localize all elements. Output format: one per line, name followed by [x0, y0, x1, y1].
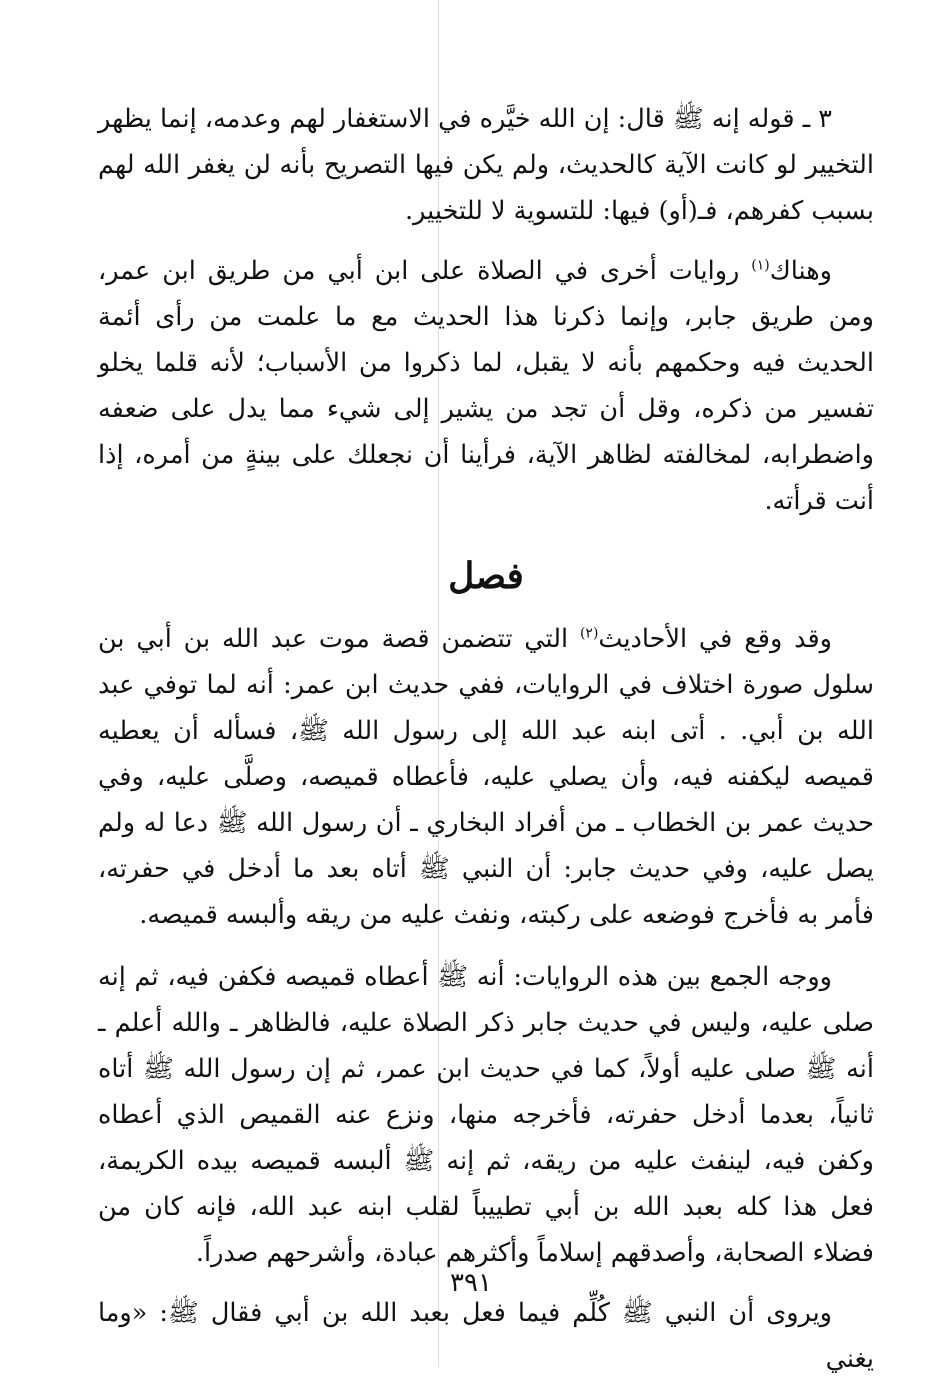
paragraph-continuation	[98, 1290, 874, 1382]
paragraph-point-3-text: ٣ ـ قوله إنه ﷺ قال: إن الله خيَّره في الاستغفار لهم وعدمه، إنما يظهر التخيير لو كانت الآية كالحديث، ولم يكن فيها التصريح بأنه لن يغفر الله لهم بسبب كفرهم، فـ(أو) فيها: للتسوية لا للتخيير.	[98, 104, 874, 226]
paragraph-continuation-text: ويروى أن النبي ﷺ كُلِّم فيما فعل بعبد الله بن أبي فقال ﷺ: «وما يغني	[98, 1298, 874, 1374]
paragraph-text-start: وهناك	[769, 256, 832, 286]
paragraph-text-rest: روايات أخرى في الصلاة على ابن أبي من طريق ابن عمر، ومن طريق جابر، وإنما ذكرنا هذا الحديث مع ما علمت من رأى أئمة الحديث فيه وحكمهم بأنه لا يقبل، لما ذكروا من الأسباب؛ لأنه قلما يخلو تفسير من ذكره، وقل أن تجد من يشير إلى شيء مما يدل على ضعفه واضطرابه، لمخالفته لظاهر الآية، فرأينا أن نجعلك على بينةٍ من أمره، إذا أنت قرأته.	[98, 256, 874, 516]
footnote-marker-2: (٢)	[579, 625, 599, 642]
paragraph-other-narrations	[98, 248, 874, 524]
paragraph-point-3	[98, 96, 874, 234]
paragraph-text-start: وقد وقع في الأحاديث	[598, 624, 832, 654]
page-number: ٣٩١	[450, 1268, 492, 1298]
section-heading: فصل	[448, 555, 524, 597]
paragraph-text-rest: التي تتضمن قصة موت عبد الله بن أبي بن سلول صورة اختلاف في الروايات، ففي حديث ابن عمر: أنه لما توفي عبد الله بن أبي. . أتى ابنه عبد الله إلى رسول الله ﷺ، فسأله أن يعطيه قميصه ليكفنه فيه، وأن يصلي عليه، فأعطاه قميصه، وصلَّى عليه، وفي حديث عمر بن الخطاب ـ من أفراد البخاري ـ أن رسول الله ﷺ دعا له ولم يصل عليه، وفي حديث جابر: أن النبي ﷺ أتاه بعد ما أدخل في حفرته، فأمر به فأخرج فوضعه على ركبته، ونفث عليه من ريقه وألبسه قميصه.	[98, 624, 874, 930]
page-body	[98, 96, 874, 1382]
paragraph-reconciliation-text: ووجه الجمع بين هذه الروايات: أنه ﷺ أعطاه قميصه فكفن فيه، ثم إنه صلى عليه، وليس في حديث جابر ذكر الصلاة عليه، فالظاهر ـ والله أعلم ـ أنه ﷺ صلى عليه أولاً، كما في حديث ابن عمر، ثم إن رسول الله ﷺ أتاه ثانياً، بعدما أدخل حفرته، فأخرجه منها، ونزع عنه القميص الذي أعطاه وكفن فيه، لينفث عليه من ريقه، ثم إنه ﷺ ألبسه قميصه بيده الكريمة، فعل هذا كله بعبد الله بن أبي تطييباً لقلب ابنه عبد الله، فإنه كان من فضلاء الصحابة، وأصدقهم إسلاماً وأكثرهم عبادة، وأشرحهم صدراً.	[98, 962, 874, 1268]
paragraph-reconciliation	[98, 954, 874, 1276]
paragraph-hadith-variants	[98, 616, 874, 938]
footnote-marker-1: (١)	[751, 257, 770, 274]
